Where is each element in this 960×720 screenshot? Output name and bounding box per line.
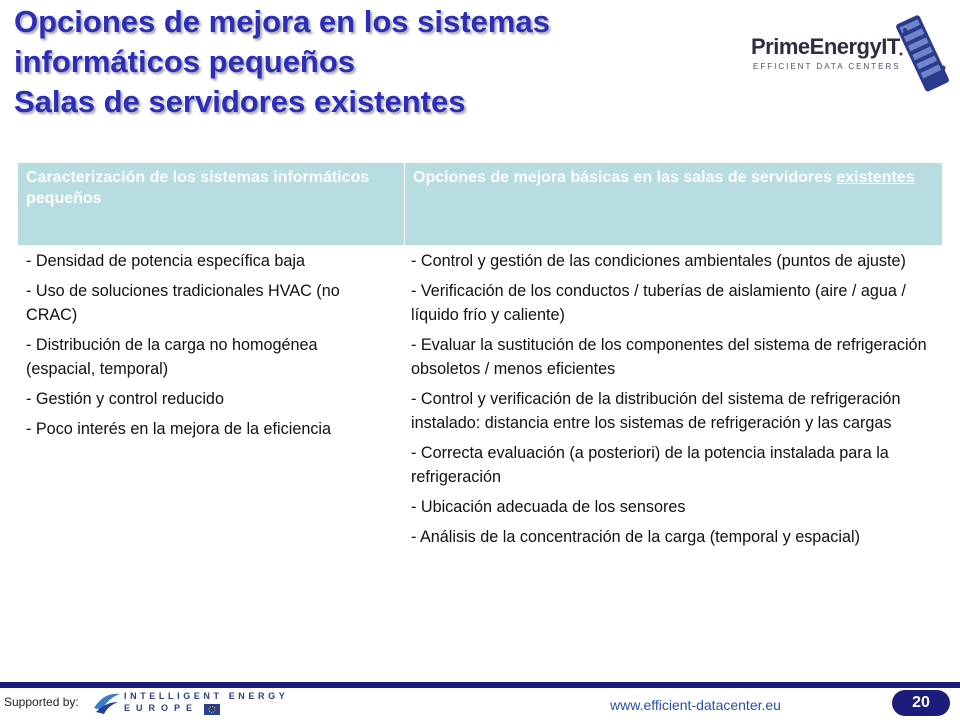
list-item: - Control y verificación de la distribución del sistema de refrigeración instalado: distancia entre los sistemas de refrigeración y las cargas [411, 390, 901, 432]
improvement-options-list [411, 249, 946, 555]
iee-swoosh-icon [92, 688, 122, 716]
website-link[interactable]: www.efficient-datacenter.eu [610, 697, 781, 713]
logo-tagline: EFFICIENT DATA CENTERS [753, 62, 901, 71]
list-item: - Análisis de la concentración de la carga (temporal y espacial) [411, 528, 860, 546]
header-improvement-options [405, 163, 942, 245]
slide-title [14, 2, 714, 122]
header-characterization: Caracterización de los sistemas informáticos pequeños [18, 163, 405, 245]
list-item: - Uso de soluciones tradicionales HVAC (no CRAC) [26, 282, 340, 324]
header-right-text: Opciones de mejora básicas en las salas de servidores [413, 169, 837, 186]
server-rack-icon [895, 10, 951, 94]
list-item: - Verificación de los conductos / tuberías de aislamiento (aire / agua / líquido frío y caliente) [411, 282, 906, 324]
title-line-1: Opciones de mejora en los sistemas [14, 4, 550, 39]
page-number: 20 [892, 690, 950, 716]
list-item: - Evaluar la sustitución de los componentes del sistema de refrigeración obsoletos / menos eficientes [411, 336, 927, 378]
title-line-2: informáticos pequeños [14, 44, 356, 79]
list-item: - Distribución de la carga no homogénea (espacial, temporal) [26, 336, 318, 378]
primeenergyit-logo [745, 14, 950, 94]
iee-line-1: INTELLIGENT ENERGY [124, 691, 289, 701]
eu-flag-icon [204, 704, 220, 715]
characterization-list [26, 249, 376, 447]
logo-name: PrimeEnergyIT [751, 34, 900, 59]
table-header [18, 163, 942, 245]
list-item: - Densidad de potencia específica baja [26, 252, 305, 270]
list-item: - Ubicación adecuada de los sensores [411, 498, 686, 516]
list-item: - Poco interés en la mejora de la eficiencia [26, 420, 332, 438]
iee-line-2: EUROPE [124, 703, 199, 713]
list-item: - Correcta evaluación (a posteriori) de la potencia instalada para la refrigeración [411, 444, 889, 486]
header-right-underlined: existentes [836, 169, 915, 186]
intelligent-energy-europe-logo [92, 687, 289, 717]
list-item: - Control y gestión de las condiciones ambientales (puntos de ajuste) [411, 252, 906, 270]
supported-by-label: Supported by: [4, 695, 79, 709]
list-item: - Gestión y control reducido [26, 390, 224, 408]
title-line-3: Salas de servidores existentes [14, 84, 466, 119]
